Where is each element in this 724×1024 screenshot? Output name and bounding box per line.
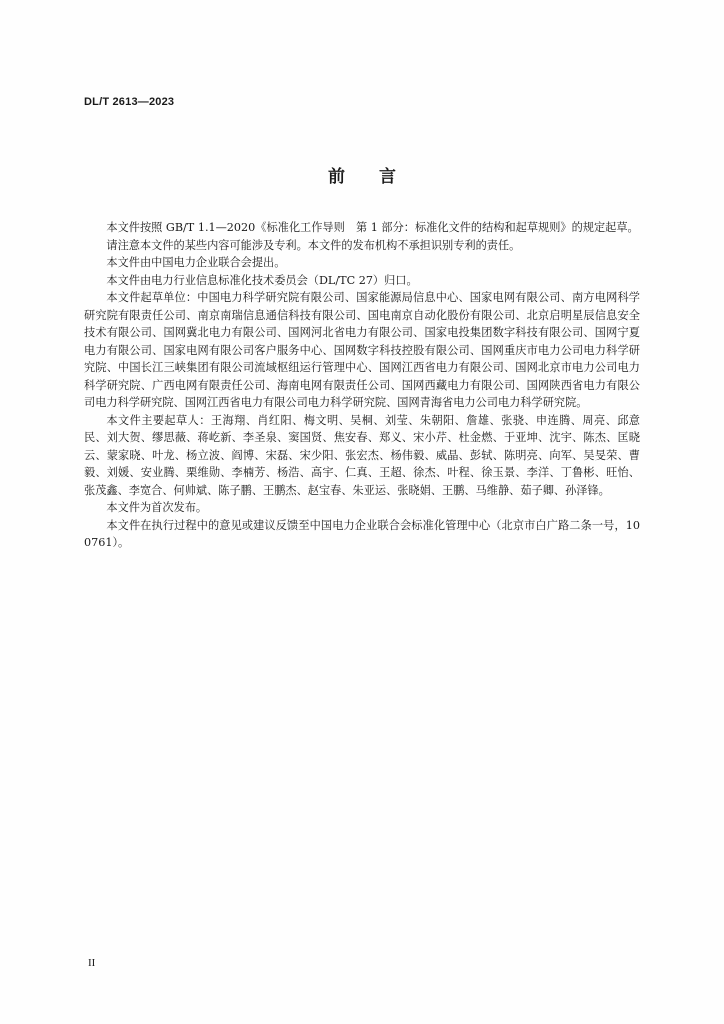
paragraph-feedback: 本文件在执行过程中的意见或建议反馈至中国电力企业联合会标准化管理中心（北京市白广路二条一号，100761）。	[84, 518, 640, 549]
paragraph-drafting-rules: 本文件按照 GB/T 1.1—2020《标准化工作导则 第 1 部分：标准化文件的结构和起草规则》的规定起草。	[106, 221, 639, 234]
paragraph-centralized-by: 本文件由电力行业信息标准化技术委员会（DL/TC 27）归口。	[106, 273, 418, 287]
page-title: 前言	[328, 167, 430, 187]
page-number: II	[88, 957, 96, 969]
paragraph-patent-notice: 请注意本文件的某些内容可能涉及专利。本文件的发布机构不承担识别专利的责任。	[106, 238, 521, 252]
paragraph-proposed-by: 本文件由中国电力企业联合会提出。	[106, 256, 286, 269]
foreword-body	[84, 219, 640, 552]
document-id: DL/T 2613—2023	[84, 96, 175, 108]
paragraph-drafting-organizations: 本文件起草单位：中国电力科学研究院有限公司、国家能源局信息中心、国家电网有限公司、南方电网科学研究院有限责任公司、南京南瑞信息通信科技有限公司、国电南京自动化股份有限公司、北京启明星辰信息安全技术有限公司、国网冀北电力有限公司、国网河北省电力有限公司、国家电投集团数字科技有限公司、国网宁夏电力有限公司、国家电网有限公司客户服务中心、国网数字科技控股有限公司、国网重庆市电力公司电力科学研究院、中国长江三峡集团有限公司流域枢纽运行管理中心、国网江西省电力有限公司、国网北京市电力公司电力科学研究院、广西电网有限责任公司、海南电网有限责任公司、国网西藏电力有限公司、国网陕西省电力有限公司电力科学研究院、国网江西省电力有限公司电力科学研究院、国网青海省电力公司电力科学研究院。	[84, 291, 640, 409]
paragraph-first-release: 本文件为首次发布。	[106, 501, 208, 514]
paragraph-main-drafters: 本文件主要起草人：王海翔、肖红阳、梅文明、吴桐、刘莹、朱朝阳、詹雄、张骁、申连腾、周亮、邱意民、刘大贺、缪思薇、蒋屹新、李圣泉、窦国贤、焦安春、郑义、宋小芹、杜金燃、于亚坤、沈宇、陈杰、匡晓云、蒙家晓、叶龙、杨立波、阎博、宋磊、宋少阳、张宏杰、杨伟毅、威晶、彭轼、陈明亮、向军、吴旻荣、曹毅、刘媛、安业腾、栗维勋、李楠芳、杨浩、高宇、仁真、王超、徐杰、叶程、徐玉景、李洋、丁鲁彬、旺怡、张茂鑫、李宽合、何帅斌、陈子鹏、王鹏杰、赵宝春、朱亚运、张晓娟、王鹏、马维静、茹子卿、孙泽锋。	[84, 413, 640, 497]
